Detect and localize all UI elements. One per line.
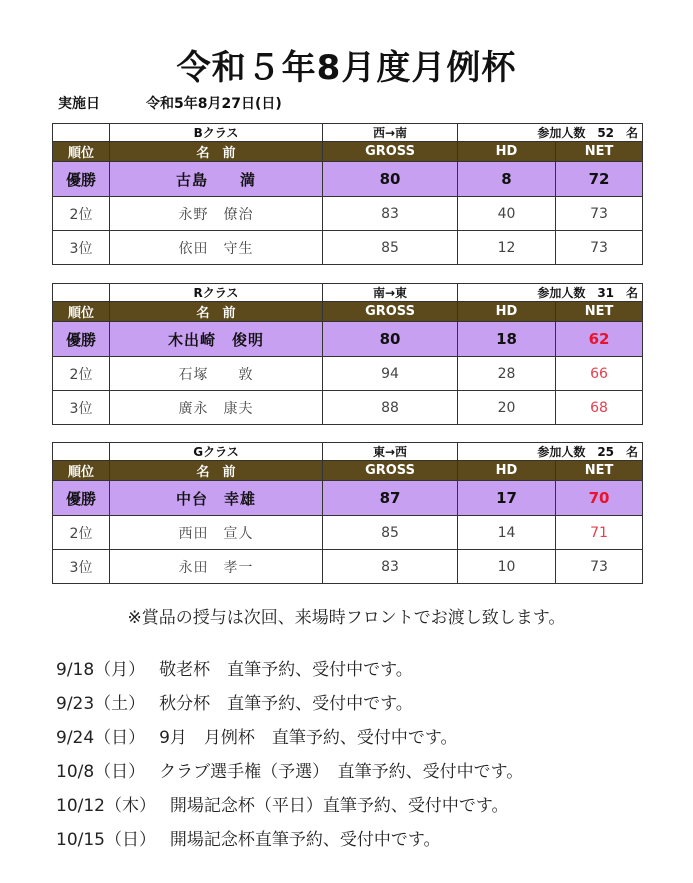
net-score: 73 [556,550,643,584]
header-hd: HD [458,461,556,481]
player-name: 石塚 敦 [110,357,323,391]
rank: 優勝 [53,322,110,357]
player-name: 西田 宣人 [110,516,323,550]
gross-score: 80 [323,162,458,197]
player-name: 中台 幸雄 [110,481,323,516]
rank: 優勝 [53,162,110,197]
class-name: Rクラス [110,284,323,302]
gross-score: 85 [323,231,458,265]
net-score: 72 [556,162,643,197]
schedule-item: 10/15（日） 開場記念杯直筆予約、受付中です。 [56,830,441,850]
header-name: 名 前 [110,142,323,162]
participant-count: 参加人数 52 名 [458,124,643,142]
header-rank: 順位 [53,142,110,162]
player-name: 永野 僚治 [110,197,323,231]
player-name: 廣永 康夫 [110,391,323,425]
date-value: 令和5年8月27日(日) [146,96,282,112]
table-row [53,197,643,231]
rank: 3位 [53,550,110,584]
gross-score: 83 [323,197,458,231]
table-row [53,550,643,584]
gross-score: 88 [323,391,458,425]
schedule-item: 9/23（土） 秋分杯 直筆予約、受付中です。 [56,694,413,714]
header-gross: GROSS [323,302,458,322]
header-hd: HD [458,302,556,322]
net-score: 71 [556,516,643,550]
prize-note: ※賞品の授与は次回、来場時フロントでお渡し致します。 [127,608,566,628]
page-title: 令和５年8月度月例杯 [176,48,517,88]
net-score: 68 [556,391,643,425]
course-direction: 東→西 [323,443,458,461]
handicap: 28 [458,357,556,391]
table-row [53,231,643,265]
header-net: NET [556,142,643,162]
handicap: 12 [458,231,556,265]
gross-score: 87 [323,481,458,516]
player-name: 木出崎 俊明 [110,322,323,357]
participant-count: 参加人数 25 名 [458,443,643,461]
handicap: 10 [458,550,556,584]
results-table-b-class [52,123,643,265]
class-name: Bクラス [110,124,323,142]
header-gross: GROSS [323,461,458,481]
net-score: 66 [556,357,643,391]
player-name: 永田 孝一 [110,550,323,584]
course-direction: 南→東 [323,284,458,302]
handicap: 40 [458,197,556,231]
table-row [53,357,643,391]
header-gross: GROSS [323,142,458,162]
class-name: Gクラス [110,443,323,461]
header-rank: 順位 [53,302,110,322]
header-rank: 順位 [53,461,110,481]
net-score: 62 [556,322,643,357]
net-score: 70 [556,481,643,516]
player-name: 依田 守生 [110,231,323,265]
gross-score: 83 [323,550,458,584]
header-name: 名 前 [110,461,323,481]
net-score: 73 [556,231,643,265]
gross-score: 85 [323,516,458,550]
handicap: 20 [458,391,556,425]
handicap: 8 [458,162,556,197]
schedule-item: 9/18（月） 敬老杯 直筆予約、受付中です。 [56,660,413,680]
rank: 2位 [53,357,110,391]
header-net: NET [556,302,643,322]
course-direction: 西→南 [323,124,458,142]
results-table-r-class [52,283,643,425]
event-schedule [56,655,523,859]
schedule-item: 10/12（木） 開場記念杯（平日）直筆予約、受付中です。 [56,796,509,816]
participant-count: 参加人数 31 名 [458,284,643,302]
handicap: 18 [458,322,556,357]
schedule-item: 9/24（日） 9月 月例杯 直筆予約、受付中です。 [56,728,458,748]
table-row [53,162,643,197]
header-net: NET [556,461,643,481]
player-name: 古島 満 [110,162,323,197]
rank: 2位 [53,516,110,550]
handicap: 14 [458,516,556,550]
header-name: 名 前 [110,302,323,322]
event-date [58,93,282,113]
date-label: 実施日 [58,96,100,112]
results-table-g-class [52,442,643,584]
rank: 優勝 [53,481,110,516]
header-hd: HD [458,142,556,162]
table-row [53,322,643,357]
rank: 2位 [53,197,110,231]
schedule-item: 10/8（日） クラブ選手権（予選） 直筆予約、受付中です。 [56,762,524,782]
gross-score: 80 [323,322,458,357]
table-row [53,481,643,516]
table-row [53,391,643,425]
table-row [53,516,643,550]
net-score: 73 [556,197,643,231]
gross-score: 94 [323,357,458,391]
handicap: 17 [458,481,556,516]
rank: 3位 [53,231,110,265]
rank: 3位 [53,391,110,425]
